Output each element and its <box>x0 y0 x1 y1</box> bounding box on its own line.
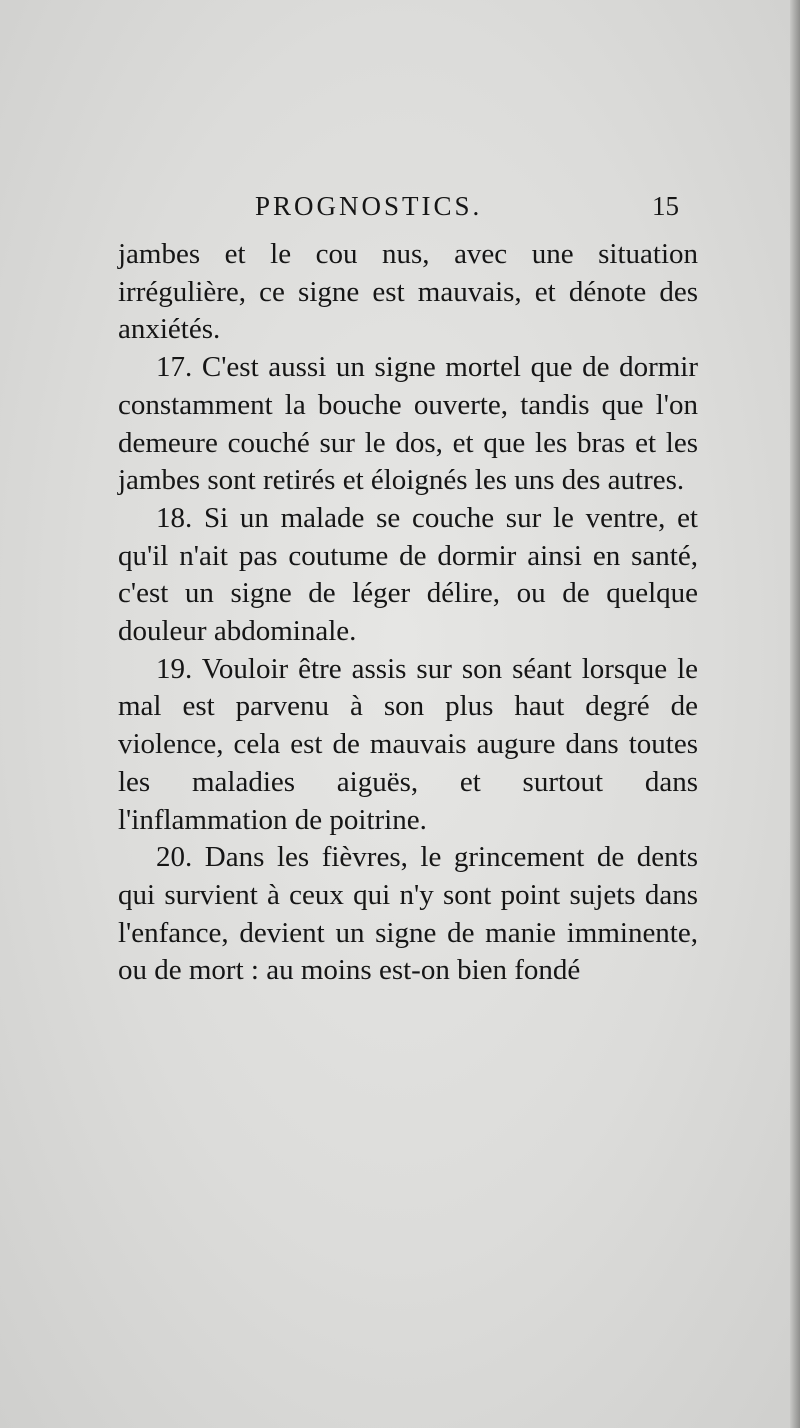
body-text <box>118 236 698 990</box>
paragraph-20: 20. Dans les fièvres, le grincement de dents qui survient à ceux qui n'y sont point sujets dans l'enfance, devient un signe de manie imminente, ou de mort : au moins est-on bien fondé <box>118 841 698 987</box>
running-title: PROGNOSTICS. <box>255 191 483 221</box>
page-header <box>0 186 800 226</box>
paragraph-19: 19. Vouloir être assis sur son séant lorsque le mal est parvenu à son plus haut degré de violence, cela est de mauvais augure dans toutes les maladies aiguës, et surtout dans l'inflammation de poitrine. <box>118 652 698 836</box>
paragraph-continuation: jambes et le cou nus, avec une situation irrégulière, ce signe est mauvais, et dénote des anxiétés. <box>118 238 698 346</box>
paragraph-18: 18. Si un malade se couche sur le ventre, et qu'il n'ait pas coutume de dormir ainsi en santé, c'est un signe de léger délire, ou de quelque douleur abdominale. <box>118 501 698 648</box>
page-number: 15 <box>652 191 679 221</box>
paragraph-17: 17. C'est aussi un signe mortel que de dormir constamment la bouche ouverte, tandis que l'on demeure couché sur le dos, et que les bras et les jambes sont retirés et éloignés les uns des autres. <box>118 351 698 497</box>
